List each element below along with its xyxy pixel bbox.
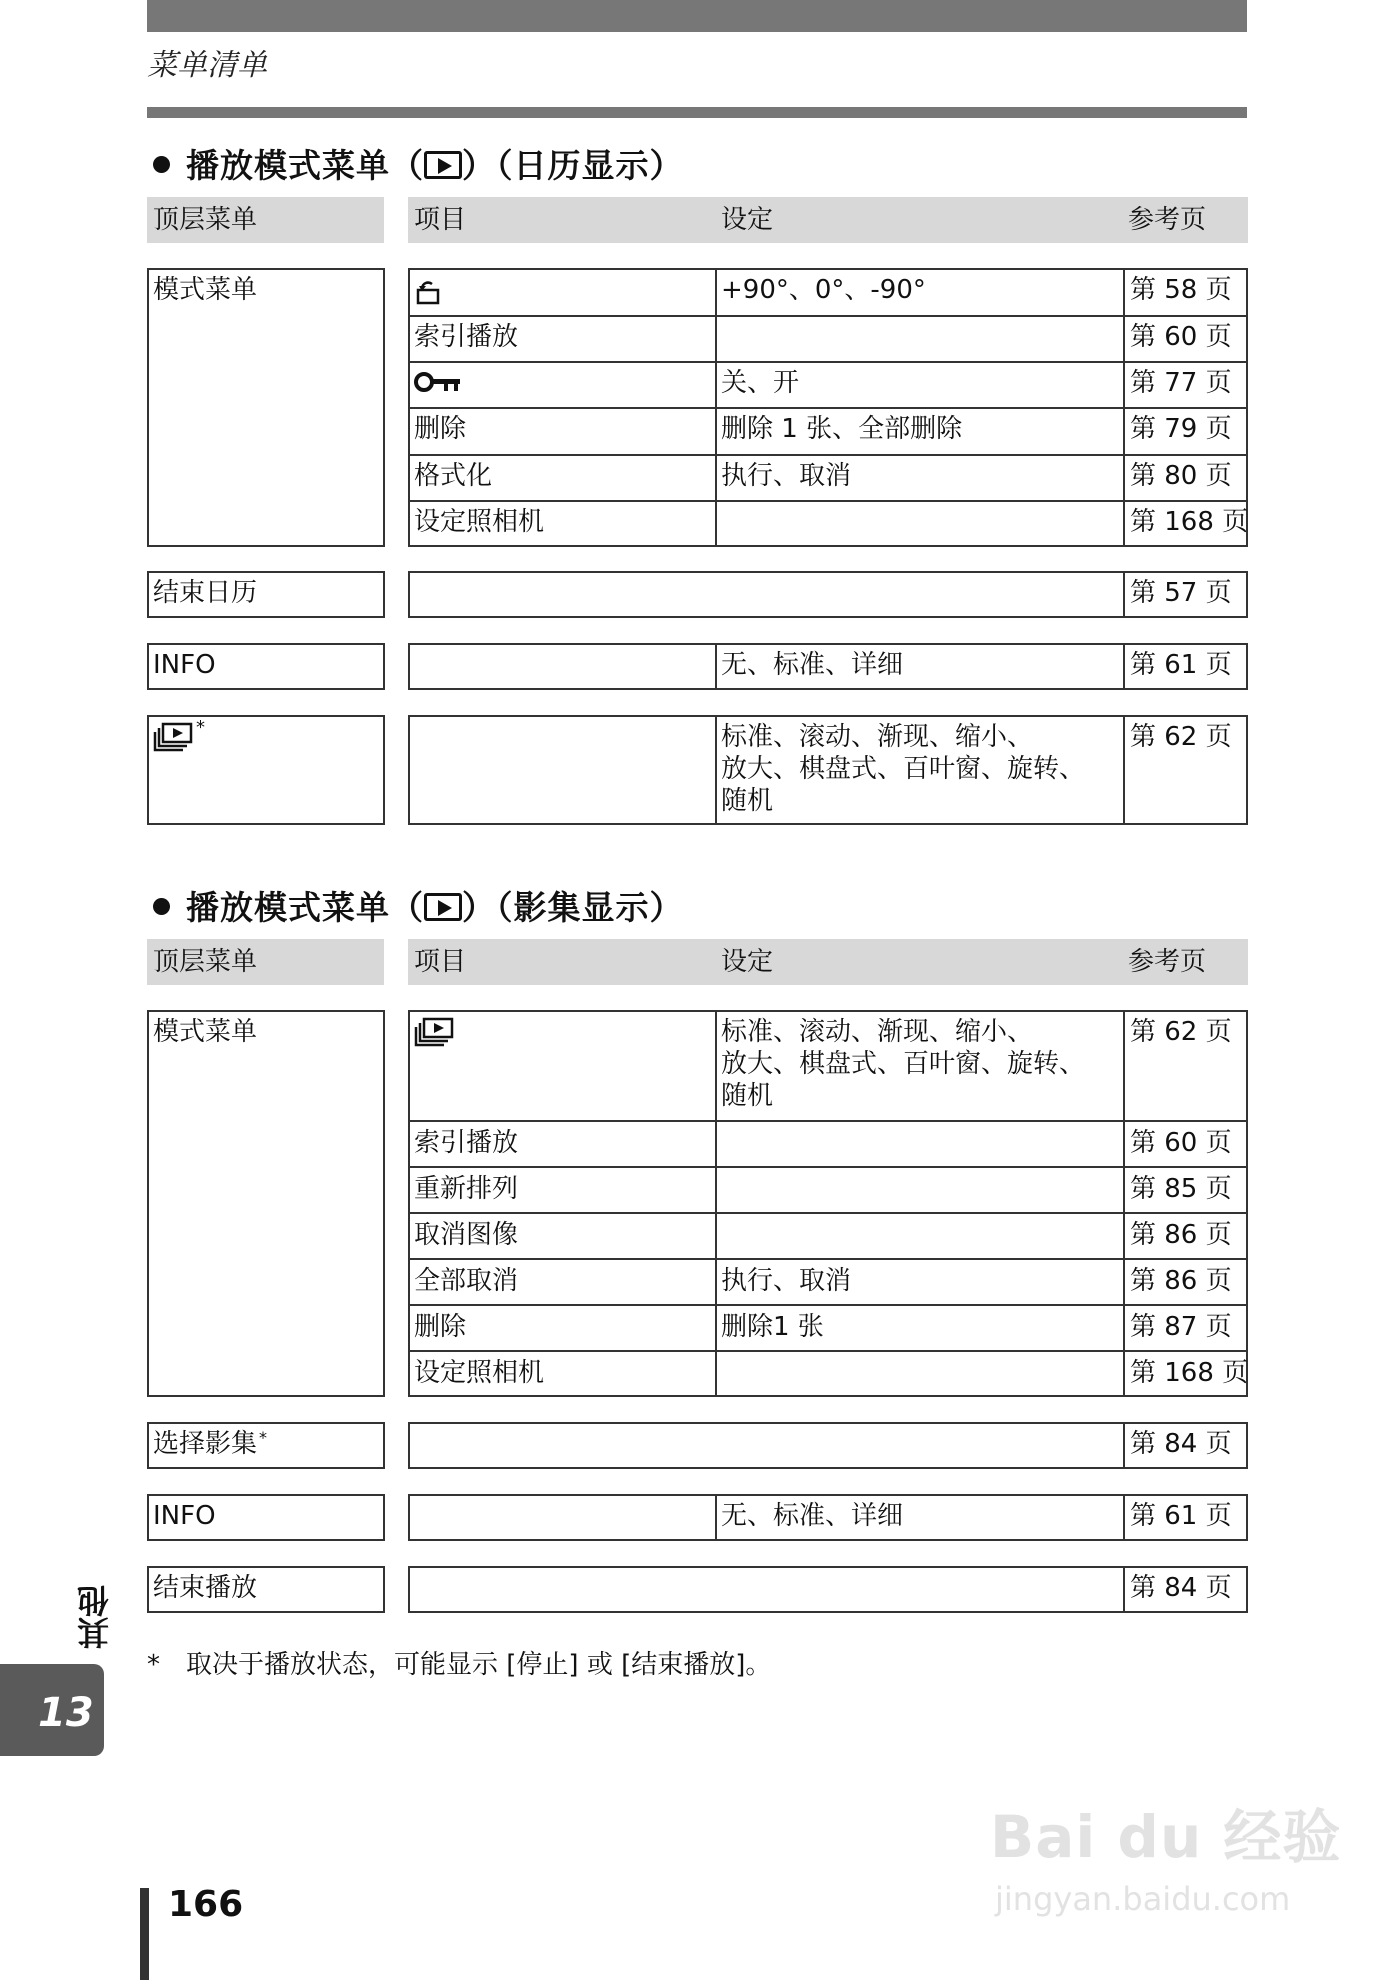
page-number: 166 [168,1884,244,1925]
section2-title: 播放模式菜单（ ）（影集显示） [153,882,684,929]
s1-end-calendar-row [408,571,1248,618]
section2-header-top: 顶层菜单 [147,939,384,985]
s1-row4-ref: 第 79 页 [1130,414,1232,444]
s2-row1-ref: 第 62 页 [1130,1017,1232,1047]
watermark-url: jingyan.baidu.com [995,1880,1291,1918]
s1-row4-item: 删除 [414,414,467,444]
s1-row3-setting: 关、开 [721,368,800,398]
bullet-icon [153,898,170,915]
s2-row5-setting: 执行、取消 [721,1266,852,1296]
s2-row7-ref: 第 168 页 [1130,1358,1249,1388]
section2-header-row [408,939,1248,985]
s2-row7-item: 设定照相机 [414,1358,545,1388]
s2-mode-menu-box [147,1010,385,1397]
s2-row6-setting: 删除1 张 [721,1312,824,1342]
s2-row2-item: 索引播放 [414,1128,519,1158]
s1-row1-ref: 第 58 页 [1130,275,1232,305]
s2-end-play-label: 结束播放 [153,1573,258,1603]
s2-row6-item: 删除 [414,1312,467,1342]
chapter-label: 其他 [76,1585,114,1649]
page-header-title: 菜单清单 [147,48,267,83]
s1-row4-setting: 删除 1 张、全部删除 [721,414,963,444]
s1-end-calendar-label: 结束日历 [153,578,258,608]
header-ref: 参考页 [1128,947,1207,977]
slideshow-icon [153,722,197,754]
section1-header-row [408,197,1248,243]
s2-row5-ref: 第 86 页 [1130,1266,1232,1296]
s1-mode-menu-label: 模式菜单 [153,275,258,305]
s2-end-play-row [408,1566,1248,1613]
protect-key-icon [414,368,464,396]
header-setting: 设定 [721,205,774,235]
s2-info-ref: 第 61 页 [1130,1501,1232,1531]
section1-title: 播放模式菜单（ ）（日历显示） [153,140,684,187]
s1-row6-ref: 第 168 页 [1130,507,1249,537]
s2-row5-item: 全部取消 [414,1266,519,1296]
s2-row4-ref: 第 86 页 [1130,1220,1232,1250]
s2-end-play-ref: 第 84 页 [1130,1573,1232,1603]
s1-row5-item: 格式化 [414,461,493,491]
s2-row2-ref: 第 60 页 [1130,1128,1232,1158]
rotate-icon [414,278,444,306]
s2-mode-menu-label: 模式菜单 [153,1017,258,1047]
play-icon [424,151,462,179]
s1-slideshow-asterisk: * [196,717,205,738]
s1-slideshow-setting-line3: 随机 [721,786,774,816]
s2-info-setting: 无、标准、详细 [721,1501,904,1531]
header-rule [147,107,1247,118]
s2-info-label: INFO [153,1501,216,1531]
s2-select-album-label: 选择影集 * [153,1428,268,1459]
play-icon [424,893,462,921]
s2-row1-setting-line3: 随机 [721,1081,774,1111]
header-item: 项目 [414,205,467,235]
s1-slideshow-ref: 第 62 页 [1130,722,1232,752]
chapter-number: 13 [38,1690,94,1736]
s2-row3-item: 重新排列 [414,1174,519,1204]
s1-row3-ref: 第 77 页 [1130,368,1232,398]
s1-row5-setting: 执行、取消 [721,461,852,491]
bullet-icon [153,156,170,173]
footnote: * 取决于播放状态，可能显示 [停止] 或 [结束播放]。 [147,1650,772,1680]
s2-row1-setting-line1: 标准、滚动、渐现、缩小、 [721,1017,1034,1047]
s1-row5-ref: 第 80 页 [1130,461,1232,491]
s2-row3-ref: 第 85 页 [1130,1174,1232,1204]
s1-end-calendar-ref: 第 57 页 [1130,578,1232,608]
s1-row2-ref: 第 60 页 [1130,322,1232,352]
s2-row1-setting-line2: 放大、棋盘式、百叶窗、旋转、 [721,1049,1086,1079]
s2-select-album-ref: 第 84 页 [1130,1429,1232,1459]
s2-row6-ref: 第 87 页 [1130,1312,1232,1342]
header-ref: 参考页 [1128,205,1207,235]
slideshow-icon [414,1017,458,1049]
s1-slideshow-setting-line2: 放大、棋盘式、百叶窗、旋转、 [721,754,1086,784]
s1-info-label: INFO [153,650,216,680]
s1-row6-item: 设定照相机 [414,507,545,537]
page-number-bar [140,1888,149,1980]
s1-row2-item: 索引播放 [414,322,519,352]
s1-info-ref: 第 61 页 [1130,650,1232,680]
s1-mode-menu-box [147,268,385,547]
top-bar [147,0,1247,32]
s1-row1-setting: +90°、0°、-90° [721,275,926,305]
s2-row4-item: 取消图像 [414,1220,519,1250]
s1-info-setting: 无、标准、详细 [721,650,904,680]
watermark-logo: Bai du 经验 [990,1803,1342,1871]
header-item: 项目 [414,947,467,977]
s1-slideshow-setting-line1: 标准、滚动、渐现、缩小、 [721,722,1034,752]
header-setting: 设定 [721,947,774,977]
section1-header-top: 顶层菜单 [147,197,384,243]
s2-select-album-row [408,1422,1248,1469]
